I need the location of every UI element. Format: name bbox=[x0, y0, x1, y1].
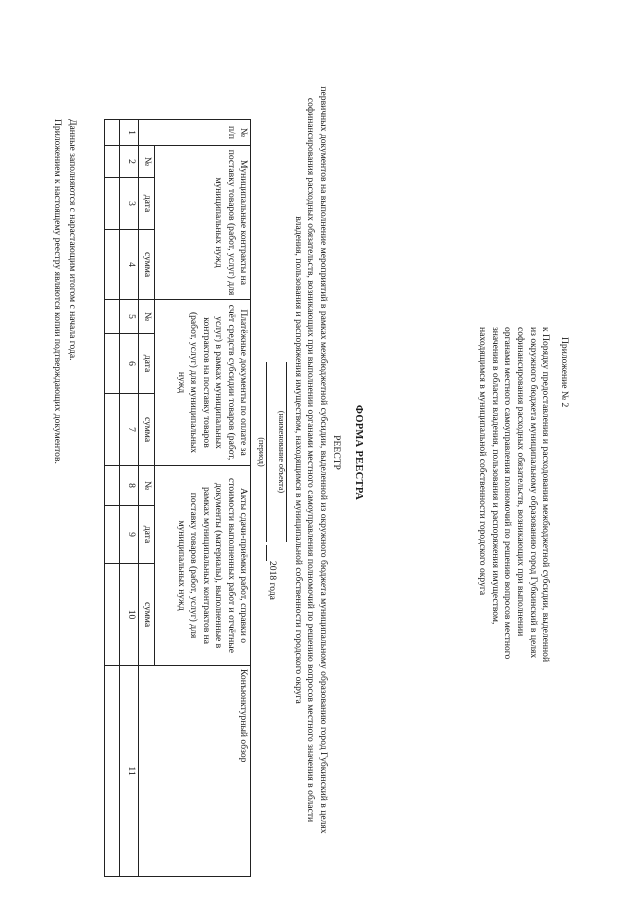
column-number: 2 bbox=[120, 146, 139, 178]
table-cell bbox=[105, 466, 120, 506]
object-fill-line bbox=[286, 362, 287, 542]
subheader-sum: сумма bbox=[139, 230, 155, 300]
appendix-text: к Порядку предоставления и расходования межбюджетной субсидии, выделенной из окружного бюджета муниципальному образованию город Губкинский в целях софинансирования расходных обязательств, возникающих при выполнении органами местного самоуправления полномочий по решению вопросов местного значения в области владения, пользования и распоряжения имуществом, находящимся в муниципальной собственности городского округа bbox=[477, 327, 552, 663]
period-caption: (период) bbox=[257, 437, 266, 467]
group-header-row bbox=[155, 120, 251, 877]
register-title: РЕЕСТР bbox=[331, 435, 342, 470]
header-contracts: Муниципальные контракты на поставку товаров (работ, услуг) для муниципальных нужд bbox=[155, 146, 251, 300]
subheader-date: дата bbox=[139, 506, 155, 564]
column-number: 8 bbox=[120, 466, 139, 506]
header-payments: Платёжные документы по оплате за счёт средств субсидии товаров (работ, услуг) в рамках муниципальных контрактов на поставку товаров (работ, услуг) для муниципальных нужд bbox=[155, 300, 251, 466]
year-fill-line bbox=[266, 545, 267, 561]
table-cell bbox=[105, 120, 120, 146]
column-number: 1 bbox=[120, 120, 139, 146]
table-cell bbox=[105, 564, 120, 666]
table-row bbox=[105, 120, 120, 877]
table-cell bbox=[105, 506, 120, 564]
subheader-date: дата bbox=[139, 178, 155, 230]
table-cell bbox=[105, 394, 120, 466]
column-number: 6 bbox=[120, 334, 139, 394]
header-row-number: № п/п bbox=[139, 120, 251, 146]
column-number: 11 bbox=[120, 666, 139, 877]
table-cell bbox=[105, 230, 120, 300]
subheader-sum: сумма bbox=[139, 394, 155, 466]
table-cell bbox=[105, 178, 120, 230]
appendix-block bbox=[475, 327, 570, 667]
subheader-date: дата bbox=[139, 334, 155, 394]
table-cell bbox=[105, 666, 120, 877]
notes bbox=[49, 119, 78, 464]
subheader-number: № bbox=[139, 466, 155, 506]
column-number: 9 bbox=[120, 506, 139, 564]
note-line: Приложением к настоящему реестру являются копии подтверждающих документов. bbox=[52, 119, 64, 464]
register-table bbox=[104, 119, 251, 877]
column-number: 4 bbox=[120, 230, 139, 300]
note-line: Данные заполняются с нарастающим итогом с начала года. bbox=[67, 119, 78, 361]
subheader-sum: сумма bbox=[139, 564, 155, 666]
object-caption: (наименование объекта) bbox=[277, 410, 286, 494]
subheader-number: № bbox=[139, 146, 155, 178]
period-fill-line bbox=[266, 362, 267, 542]
column-number: 3 bbox=[120, 178, 139, 230]
header-acts: Акты сдачи-приёмки работ, справки о стоимости выполненных работ и отчётные документы (материалы), выполненные в рамках муниципальных контрактов на поставку товаров (работ, услуг) для муниципальных нужд bbox=[155, 466, 251, 666]
table-cell bbox=[105, 334, 120, 394]
appendix-number: Приложение № 2 bbox=[559, 337, 570, 408]
table-cell bbox=[105, 146, 120, 178]
column-number: 7 bbox=[120, 394, 139, 466]
register-description: первичных документов на выполнение мероприятий в рамках межбюджетной субсидии, выделенной из окружного бюджета муниципальному образованию город Губкинский в целях софинансирования расходных обязательств, возникающих при выполнении органами местного самоуправления полномочий по решению вопросов местного значения в области владения, пользования и распоряжения имуществом, находящимся в муниципальной собственности городского округа bbox=[292, 86, 329, 834]
year-label: 2018 года bbox=[267, 561, 278, 600]
column-number-row bbox=[120, 120, 139, 877]
form-title: ФОРМА РЕЕСТРА bbox=[353, 404, 364, 501]
header-market-review: Конъюнктурный обзор bbox=[139, 666, 251, 877]
subheader-number: № bbox=[139, 300, 155, 334]
column-number: 5 bbox=[120, 300, 139, 334]
column-number: 10 bbox=[120, 564, 139, 666]
table-cell bbox=[105, 300, 120, 334]
